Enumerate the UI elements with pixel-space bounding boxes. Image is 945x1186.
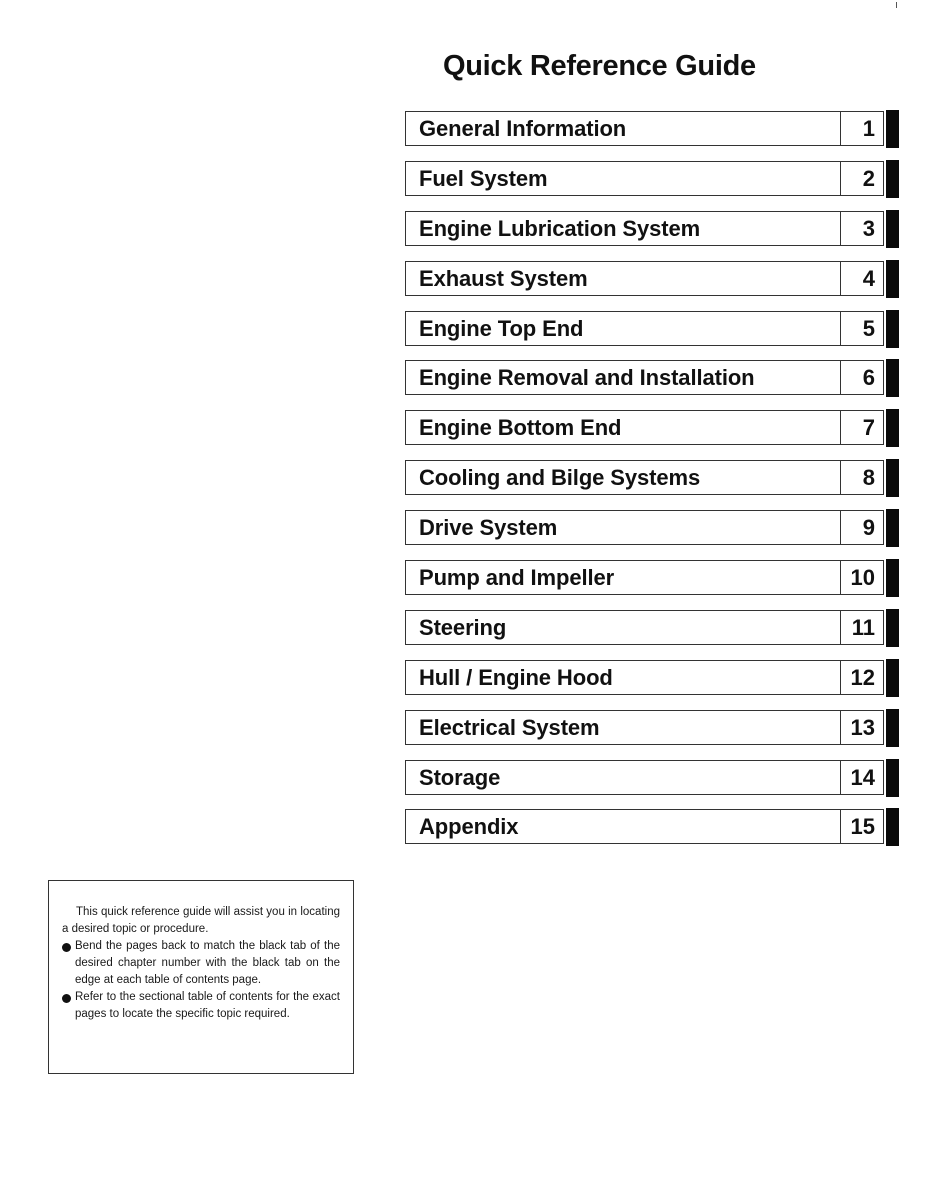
chapter-row[interactable]: [405, 760, 900, 797]
chapter-title: Engine Top End: [419, 315, 584, 341]
chapter-row[interactable]: [405, 410, 900, 447]
black-tab-marker[interactable]: [886, 110, 899, 148]
instruction-note-box: [48, 880, 354, 1074]
chapter-number: 10: [850, 565, 875, 591]
chapter-row[interactable]: [405, 560, 900, 597]
chapter-number: 15: [850, 814, 875, 840]
chapter-number: 13: [850, 714, 875, 740]
black-tab-marker[interactable]: [886, 609, 899, 647]
chapter-number-box: [840, 560, 884, 595]
chapter-title-box: [405, 710, 841, 745]
chapter-title-box: [405, 410, 841, 445]
chapter-title-box: [405, 760, 841, 795]
chapter-title: Engine Bottom End: [419, 415, 622, 441]
chapter-title-box: [405, 510, 841, 545]
chapter-number: 3: [862, 215, 875, 241]
chapter-title: Appendix: [419, 814, 519, 840]
chapter-title: Engine Lubrication System: [419, 215, 701, 241]
chapter-number: 1: [862, 116, 875, 141]
black-tab-marker[interactable]: [886, 808, 899, 846]
chapter-number-box: [840, 360, 884, 395]
chapter-row[interactable]: [405, 360, 900, 397]
note-bullet: [62, 989, 340, 1023]
chapter-number: 4: [862, 265, 875, 291]
chapter-row[interactable]: [405, 610, 900, 647]
chapter-title-box: [405, 161, 841, 196]
chapter-row[interactable]: [405, 311, 900, 348]
chapter-title-box: [405, 660, 841, 695]
chapter-row[interactable]: [405, 211, 900, 248]
chapter-title: Storage: [419, 764, 501, 790]
black-tab-marker[interactable]: [886, 210, 899, 248]
chapter-title: Fuel System: [419, 165, 548, 191]
chapter-title: Engine Removal and Installation: [419, 365, 755, 391]
chapter-title: Hull / Engine Hood: [419, 664, 613, 690]
page-title: Quick Reference Guide: [443, 50, 756, 82]
chapter-list: [405, 111, 900, 859]
chapter-number: 9: [862, 515, 875, 541]
chapter-title: Pump and Impeller: [419, 565, 615, 591]
chapter-number-box: [840, 410, 884, 445]
chapter-number-box: [840, 510, 884, 545]
black-tab-marker[interactable]: [886, 260, 899, 298]
chapter-number-box: [840, 760, 884, 795]
chapter-number-box: [840, 261, 884, 296]
chapter-title: General Information: [419, 116, 627, 141]
note-bullet-text: Bend the pages back to match the black tab of the desired chapter number with the black tab on the edge at each table of contents page.: [75, 940, 340, 986]
chapter-number: 5: [862, 315, 875, 341]
chapter-title-box: [405, 360, 841, 395]
chapter-title-box: [405, 610, 841, 645]
chapter-title: Electrical System: [419, 714, 600, 740]
chapter-title-box: [405, 460, 841, 495]
chapter-title-box: [405, 311, 841, 346]
black-tab-marker[interactable]: [886, 659, 899, 697]
chapter-row[interactable]: [405, 510, 900, 547]
note-bullet: [62, 938, 340, 989]
chapter-title: Drive System: [419, 515, 558, 541]
chapter-title-box: [405, 261, 841, 296]
note-bullet-text: Refer to the sectional table of contents for the exact pages to locate the specific topic required.: [75, 991, 340, 1020]
chapter-title-box: [405, 809, 841, 844]
note-intro: This quick reference guide will assist you in locating a desired topic or procedure.: [62, 906, 340, 935]
chapter-number-box: [840, 660, 884, 695]
chapter-row[interactable]: [405, 261, 900, 298]
chapter-number-box: [840, 161, 884, 196]
chapter-title: Steering: [419, 614, 507, 640]
black-tab-marker[interactable]: [886, 559, 899, 597]
chapter-title-box: [405, 111, 841, 146]
chapter-title: Exhaust System: [419, 265, 588, 291]
chapter-number-box: [840, 710, 884, 745]
chapter-row[interactable]: [405, 161, 900, 198]
black-tab-marker[interactable]: [886, 509, 899, 547]
chapter-number: 6: [862, 365, 875, 391]
chapter-number-box: [840, 311, 884, 346]
chapter-number: 7: [862, 415, 875, 441]
chapter-title-box: [405, 560, 841, 595]
chapter-number: 8: [862, 465, 875, 491]
chapter-row[interactable]: [405, 111, 900, 148]
chapter-row[interactable]: [405, 460, 900, 497]
chapter-number: 12: [850, 664, 875, 690]
bullet-icon: [62, 994, 71, 1003]
chapter-number-box: [840, 809, 884, 844]
bullet-icon: [62, 943, 71, 952]
black-tab-marker[interactable]: [886, 359, 899, 397]
chapter-row[interactable]: [405, 710, 900, 747]
black-tab-marker[interactable]: [886, 709, 899, 747]
corner-mark: [896, 2, 897, 8]
chapter-title: Cooling and Bilge Systems: [419, 465, 701, 491]
chapter-number-box: [840, 111, 884, 146]
chapter-number-box: [840, 211, 884, 246]
chapter-number-box: [840, 460, 884, 495]
black-tab-marker[interactable]: [886, 759, 899, 797]
chapter-row[interactable]: [405, 809, 900, 846]
chapter-number: 11: [851, 614, 875, 640]
chapter-number: 2: [862, 165, 875, 191]
chapter-title-box: [405, 211, 841, 246]
black-tab-marker[interactable]: [886, 160, 899, 198]
black-tab-marker[interactable]: [886, 310, 899, 348]
chapter-number-box: [840, 610, 884, 645]
chapter-number: 14: [850, 764, 875, 790]
black-tab-marker[interactable]: [886, 409, 899, 447]
black-tab-marker[interactable]: [886, 459, 899, 497]
chapter-row[interactable]: [405, 660, 900, 697]
